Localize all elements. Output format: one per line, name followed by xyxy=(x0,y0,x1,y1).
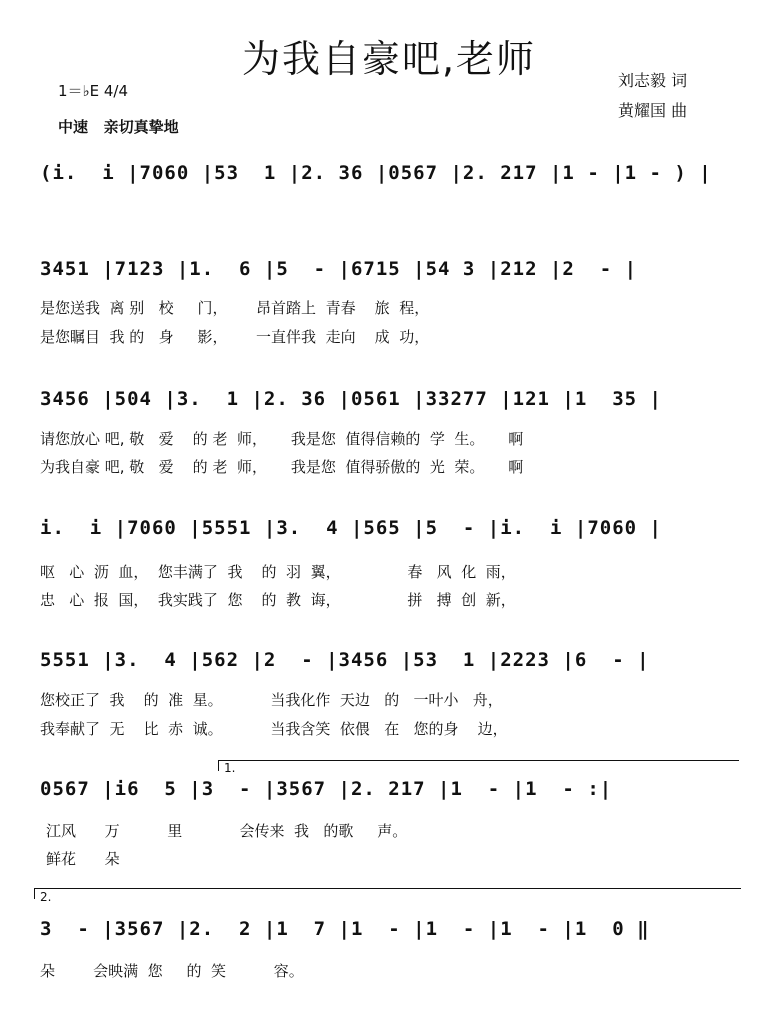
score-row-2-lyric-1: 是您送我 离 别 校 门， 昂首踏上 青春 旅 程， xyxy=(40,299,430,317)
score-row-1-notes: (i. i |7060 |53 1 |2. 36 |0567 |2. 217 |1 - |1 - ) | xyxy=(40,162,712,184)
score-row-6-lyric-1: 江风 万 里 会传来 我 的歌 声。 xyxy=(46,822,408,840)
volta-2-bracket xyxy=(34,888,741,899)
composer-credit: 黄耀国 曲 xyxy=(618,101,688,120)
score-row-6-lyric-2: 鲜花 朵 xyxy=(46,850,120,868)
score-row-6-notes: 0567 |i6 5 |3 - |3567 |2. 217 |1 - |1 - :| xyxy=(40,778,613,800)
lyricist-credit: 刘志毅 词 xyxy=(618,71,688,90)
score-row-4-lyric-1: 呕 心 沥 血， 您丰满了 我 的 羽 翼， 春 风 化 雨， xyxy=(40,563,516,581)
score-row-3-lyric-1: 请您放心 吧, 敬 爱 的 老 师， 我是您 值得信赖的 学 生。 啊 xyxy=(40,430,524,448)
key-signature: 1＝♭E 4/4 xyxy=(58,82,129,100)
score-row-5-notes: 5551 |3. 4 |562 |2 - |3456 |53 1 |2223 |6 - | xyxy=(40,649,650,671)
score-row-7-notes: 3 - |3567 |2. 2 |1 7 |1 - |1 - |1 - |1 0 ‖ xyxy=(40,918,650,940)
score-row-2-notes: 3451 |7123 |1. 6 |5 - |6715 |54 3 |212 |2 - | xyxy=(40,258,638,280)
volta-1-bracket xyxy=(218,760,739,771)
tempo-marking: 中速 亲切真挚地 xyxy=(58,118,179,136)
score-row-3-lyric-2: 为我自豪 吧, 敬 爱 的 老 师， 我是您 值得骄傲的 光 荣。 啊 xyxy=(40,458,524,476)
score-row-4-notes: i. i |7060 |5551 |3. 4 |565 |5 - |i. i |7060 | xyxy=(40,517,662,539)
score-row-4-lyric-2: 忠 心 报 国， 我实践了 您 的 教 诲， 拼 搏 创 新， xyxy=(40,591,516,609)
score-row-5-lyric-2: 我奉献了 无 比 赤 诚。 当我含笑 依偎 在 您的身 边， xyxy=(40,720,508,738)
volta-2-label: 2. xyxy=(40,890,52,904)
score-row-3-notes: 3456 |504 |3. 1 |2. 36 |0561 |33277 |121 |1 35 | xyxy=(40,388,662,410)
score-row-7-lyric-1: 朵 会映满 您 的 笑 容。 xyxy=(40,962,304,980)
volta-1-label: 1. xyxy=(224,761,236,775)
song-title: 为我自豪吧,老师 xyxy=(241,37,537,81)
score-row-2-lyric-2: 是您瞩目 我 的 身 影， 一直伴我 走向 成 功， xyxy=(40,328,430,346)
score-row-5-lyric-1: 您校正了 我 的 准 星。 当我化作 天边 的 一叶小 舟， xyxy=(40,691,503,709)
